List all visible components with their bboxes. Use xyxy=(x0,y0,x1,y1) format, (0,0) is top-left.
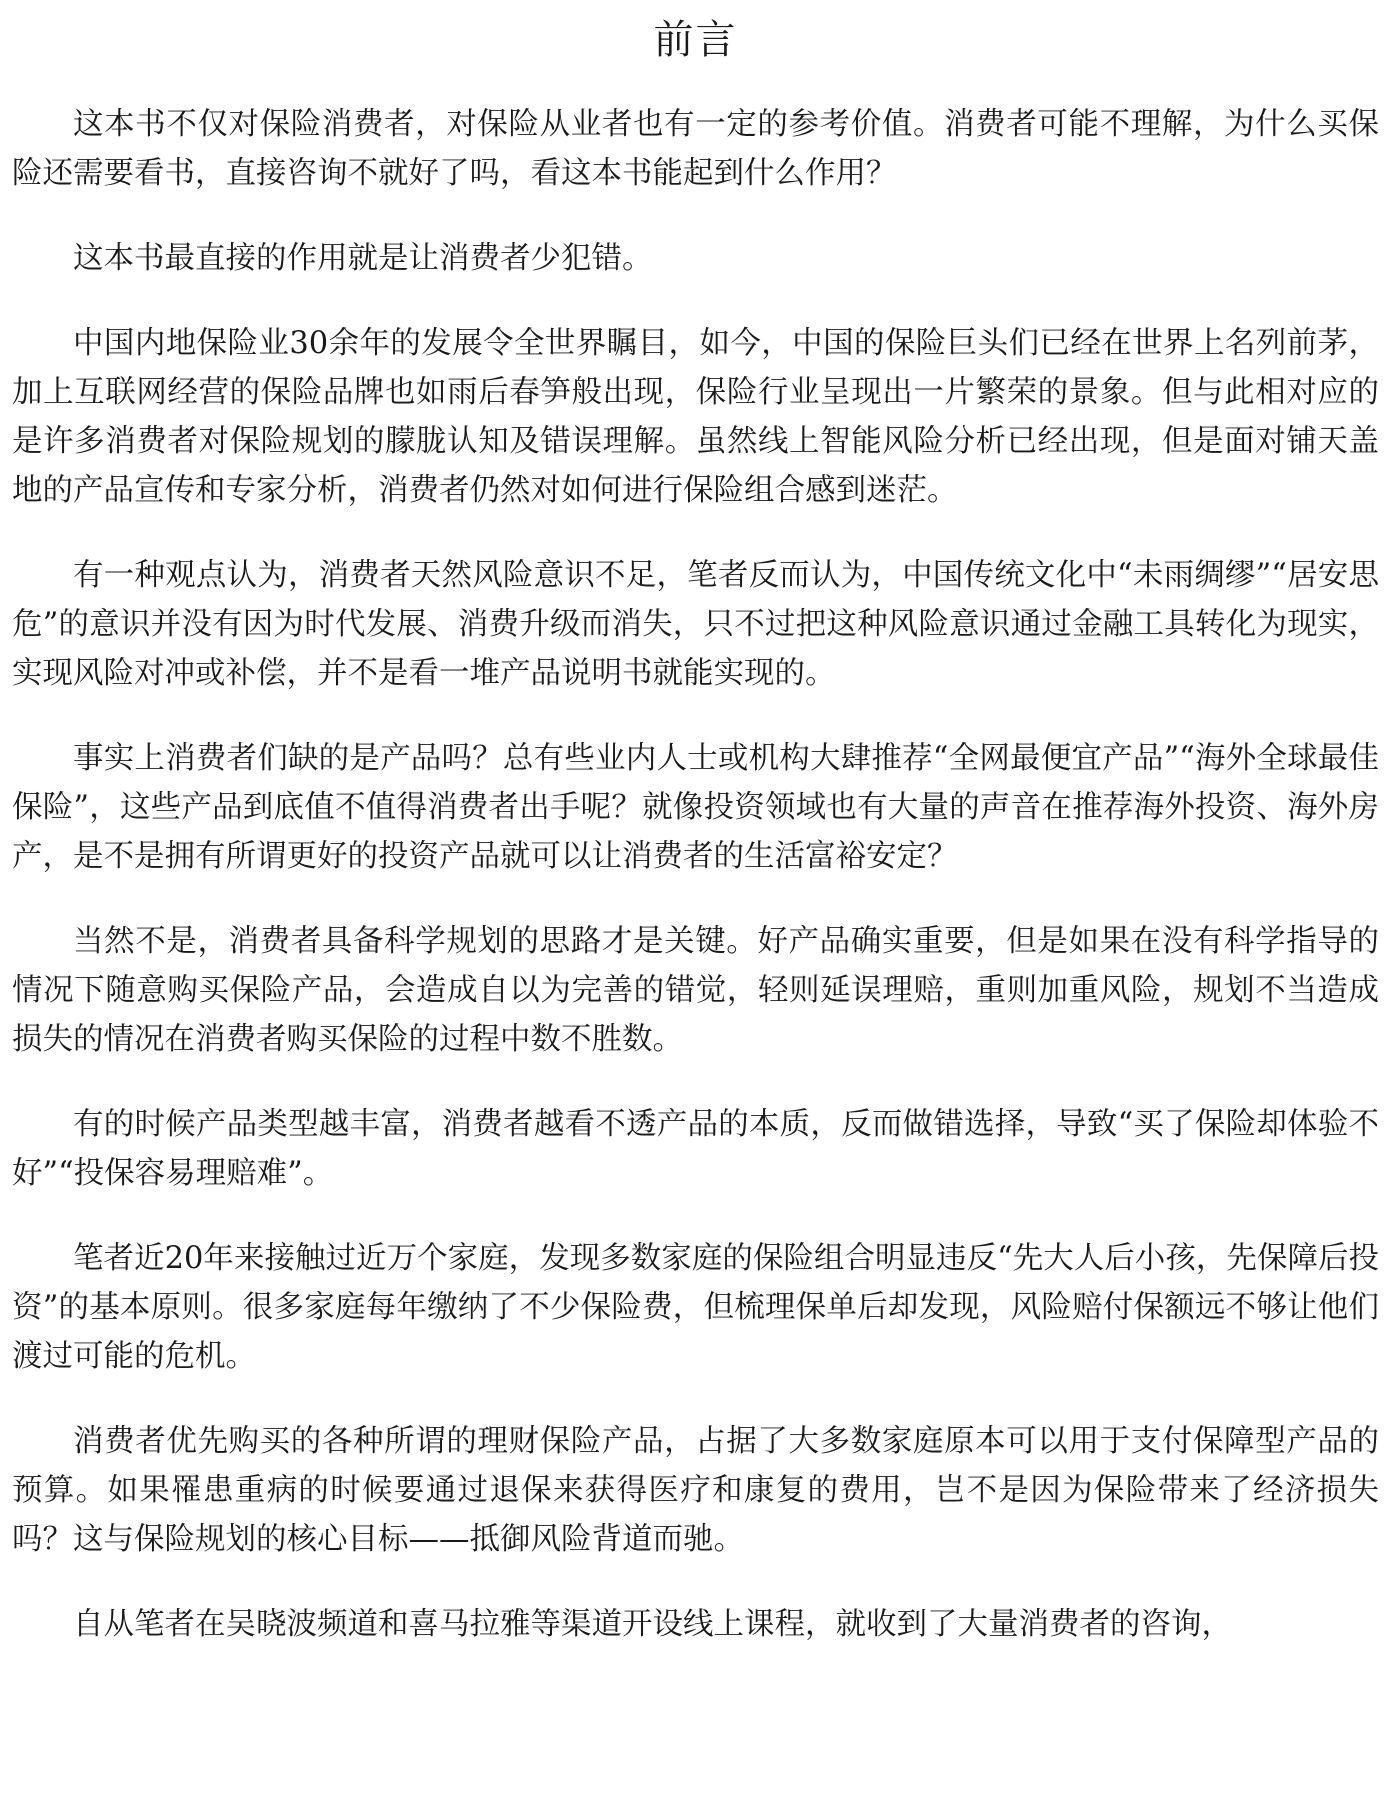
paragraph-8: 笔者近20年来接触过近万个家庭，发现多数家庭的保险组合明显违反“先大人后小孩，先保障后投资”的基本原则。很多家庭每年缴纳了不少保险费，但梳理保单后却发现，风险赔付保额远不够让他们渡过可能的危机。 xyxy=(12,1241,1379,1374)
paragraph-5: 事实上消费者们缺的是产品吗？总有些业内人士或机构大肆推荐“全网最便宜产品”“海外全球最佳保险”，这些产品到底值不值得消费者出手呢？就像投资领域也有大量的声音在推荐海外投资、海外房产，是不是拥有所谓更好的投资产品就可以让消费者的生活富裕安定？ xyxy=(12,741,1379,874)
paragraph-7: 有的时候产品类型越丰富，消费者越看不透产品的本质，反而做错选择，导致“买了保险却体验不好”“投保容易理赔难”。 xyxy=(12,1107,1379,1191)
paragraph-1: 这本书不仅对保险消费者，对保险从业者也有一定的参考价值。消费者可能不理解，为什么买保险还需要看书，直接咨询不就好了吗，看这本书能起到什么作用？ xyxy=(12,107,1379,191)
paragraph-9: 消费者优先购买的各种所谓的理财保险产品，占据了大多数家庭原本可以用于支付保障型产品的预算。如果罹患重病的时候要通过退保来获得医疗和康复的费用，岂不是因为保险带来了经济损失吗？这与保险规划的核心目标——抵御风险背道而驰。 xyxy=(12,1424,1379,1557)
paragraph-4: 有一种观点认为，消费者天然风险意识不足，笔者反而认为，中国传统文化中“未雨绸缪”“居安思危”的意识并没有因为时代发展、消费升级而消失，只不过把这种风险意识通过金融工具转化为现实，实现风险对冲或补偿，并不是看一堆产品说明书就能实现的。 xyxy=(12,558,1379,691)
paragraph-6: 当然不是，消费者具备科学规划的思路才是关键。好产品确实重要，但是如果在没有科学指导的情况下随意购买保险产品，会造成自以为完善的错觉，轻则延误理赔，重则加重风险，规划不当造成损失的情况在消费者购买保险的过程中数不胜数。 xyxy=(12,924,1379,1057)
paragraph-10: 自从笔者在吴晓波频道和喜马拉雅等渠道开设线上课程，就收到了大量消费者的咨询， xyxy=(73,1607,1232,1642)
page-title: 前言 xyxy=(653,17,738,63)
paragraph-3: 中国内地保险业30余年的发展令全世界瞩目，如今，中国的保险巨头们已经在世界上名列前茅，加上互联网经营的保险品牌也如雨后春笋般出现，保险行业呈现出一片繁荣的景象。但与此相对应的是许多消费者对保险规划的朦胧认知及错误理解。虽然线上智能风险分析已经出现，但是面对铺天盖地的产品宣传和专家分析，消费者仍然对如何进行保险组合感到迷茫。 xyxy=(12,326,1379,508)
paragraph-2: 这本书最直接的作用就是让消费者少犯错。 xyxy=(73,241,653,276)
